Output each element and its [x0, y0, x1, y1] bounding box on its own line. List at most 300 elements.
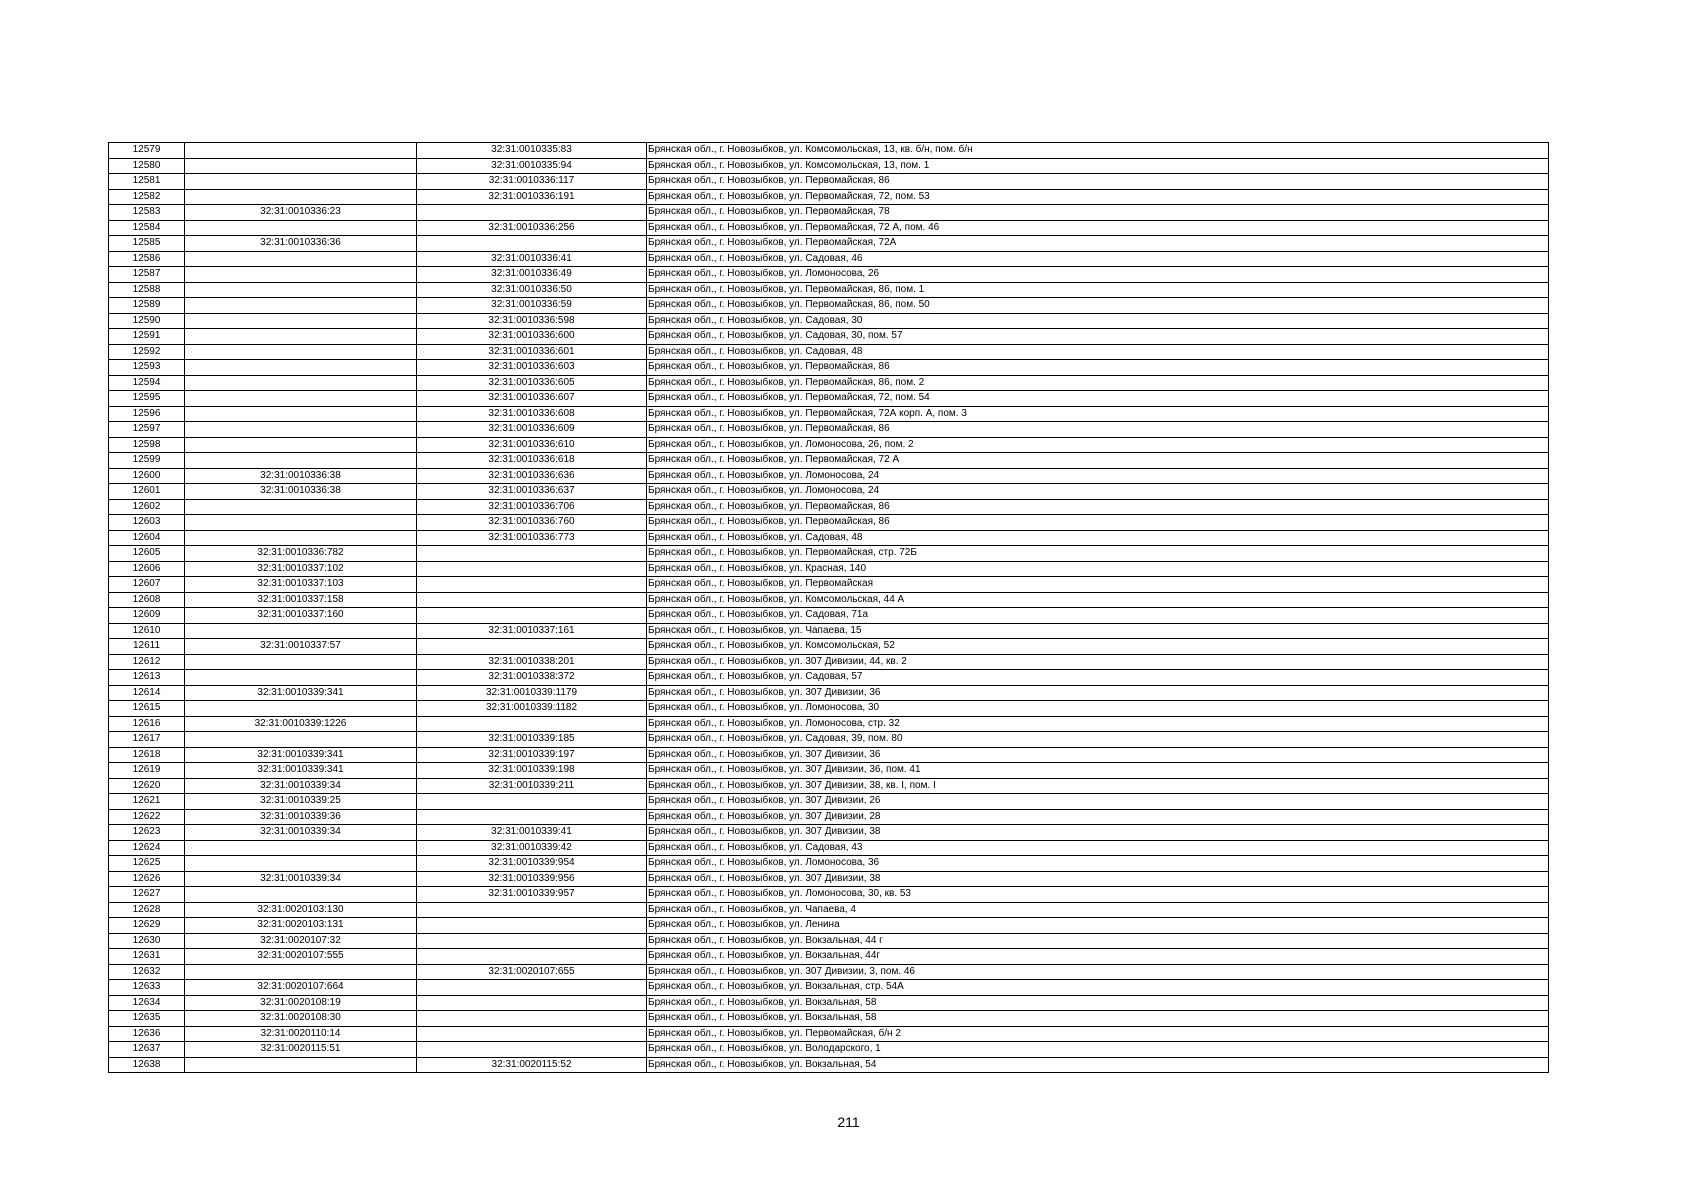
row-number-cell: 12637: [109, 1042, 185, 1058]
row-number-cell: 12605: [109, 546, 185, 562]
parcel-cadastral-number-cell: [185, 158, 417, 174]
table-row: [109, 716, 1549, 732]
parcel-cadastral-number-cell: [185, 840, 417, 856]
row-number-cell: 12588: [109, 282, 185, 298]
parcel-cadastral-number-cell: [185, 251, 417, 267]
table-row: [109, 577, 1549, 593]
parcel-cadastral-number-cell: 32:31:0010336:23: [185, 205, 417, 221]
row-number-cell: 12581: [109, 174, 185, 190]
object-cadastral-number-cell: [417, 980, 647, 996]
address-cell: Брянская обл., г. Новозыбков, ул. Первомайская, б/н 2: [647, 1026, 1549, 1042]
parcel-cadastral-number-cell: [185, 391, 417, 407]
row-number-cell: 12609: [109, 608, 185, 624]
object-cadastral-number-cell: 32:31:0010337:161: [417, 623, 647, 639]
parcel-cadastral-number-cell: 32:31:0010337:158: [185, 592, 417, 608]
object-cadastral-number-cell: 32:31:0010335:94: [417, 158, 647, 174]
row-number-cell: 12636: [109, 1026, 185, 1042]
object-cadastral-number-cell: 32:31:0010338:201: [417, 654, 647, 670]
row-number-cell: 12627: [109, 887, 185, 903]
address-cell: Брянская обл., г. Новозыбков, ул. Первомайская, 86: [647, 499, 1549, 515]
address-cell: Брянская обл., г. Новозыбков, ул. Первомайская, 86, пом. 2: [647, 375, 1549, 391]
address-cell: Брянская обл., г. Новозыбков, ул. Садовая, 48: [647, 344, 1549, 360]
table-row: [109, 887, 1549, 903]
address-cell: Брянская обл., г. Новозыбков, ул. Вокзальная, 54: [647, 1057, 1549, 1073]
object-cadastral-number-cell: [417, 236, 647, 252]
address-cell: Брянская обл., г. Новозыбков, ул. Первомайская, 72 А: [647, 453, 1549, 469]
parcel-cadastral-number-cell: 32:31:0010339:36: [185, 809, 417, 825]
object-cadastral-number-cell: [417, 1042, 647, 1058]
row-number-cell: 12595: [109, 391, 185, 407]
object-cadastral-number-cell: 32:31:0010336:610: [417, 437, 647, 453]
table-row: [109, 282, 1549, 298]
object-cadastral-number-cell: [417, 561, 647, 577]
row-number-cell: 12611: [109, 639, 185, 655]
parcel-cadastral-number-cell: [185, 670, 417, 686]
address-cell: Брянская обл., г. Новозыбков, ул. 307 Дивизии, 36: [647, 685, 1549, 701]
parcel-cadastral-number-cell: [185, 856, 417, 872]
parcel-cadastral-number-cell: 32:31:0020110:14: [185, 1026, 417, 1042]
address-cell: Брянская обл., г. Новозыбков, ул. Первомайская, 86: [647, 174, 1549, 190]
table-row: [109, 763, 1549, 779]
parcel-cadastral-number-cell: 32:31:0010336:38: [185, 484, 417, 500]
parcel-cadastral-number-cell: 32:31:0010339:34: [185, 871, 417, 887]
table-row: [109, 251, 1549, 267]
parcel-cadastral-number-cell: [185, 267, 417, 283]
object-cadastral-number-cell: [417, 809, 647, 825]
object-cadastral-number-cell: 32:31:0020107:655: [417, 964, 647, 980]
row-number-cell: 12586: [109, 251, 185, 267]
object-cadastral-number-cell: 32:31:0010336:117: [417, 174, 647, 190]
table-row: [109, 623, 1549, 639]
row-number-cell: 12633: [109, 980, 185, 996]
row-number-cell: 12610: [109, 623, 185, 639]
address-cell: Брянская обл., г. Новозыбков, ул. Первомайская, 86, пом. 50: [647, 298, 1549, 314]
row-number-cell: 12600: [109, 468, 185, 484]
address-cell: Брянская обл., г. Новозыбков, ул. Первомайская, 72, пом. 53: [647, 189, 1549, 205]
row-number-cell: 12583: [109, 205, 185, 221]
address-cell: Брянская обл., г. Новозыбков, ул. Ломоносова, стр. 32: [647, 716, 1549, 732]
table-row: [109, 344, 1549, 360]
parcel-cadastral-number-cell: [185, 654, 417, 670]
table-row: [109, 174, 1549, 190]
table-row: [109, 794, 1549, 810]
parcel-cadastral-number-cell: [185, 220, 417, 236]
row-number-cell: 12590: [109, 313, 185, 329]
row-number-cell: 12618: [109, 747, 185, 763]
address-cell: Брянская обл., г. Новозыбков, ул. Первомайская: [647, 577, 1549, 593]
row-number-cell: 12622: [109, 809, 185, 825]
table-row: [109, 515, 1549, 531]
address-cell: Брянская обл., г. Новозыбков, ул. Садовая, 39, пом. 80: [647, 732, 1549, 748]
object-cadastral-number-cell: [417, 918, 647, 934]
parcel-cadastral-number-cell: [185, 422, 417, 438]
object-cadastral-number-cell: 32:31:0010336:49: [417, 267, 647, 283]
address-cell: Брянская обл., г. Новозыбков, ул. Комсомольская, 44 А: [647, 592, 1549, 608]
parcel-cadastral-number-cell: 32:31:0010339:34: [185, 825, 417, 841]
object-cadastral-number-cell: 32:31:0010336:760: [417, 515, 647, 531]
object-cadastral-number-cell: 32:31:0010336:609: [417, 422, 647, 438]
object-cadastral-number-cell: 32:31:0010339:956: [417, 871, 647, 887]
parcel-cadastral-number-cell: 32:31:0010337:102: [185, 561, 417, 577]
table-row: [109, 918, 1549, 934]
address-cell: Брянская обл., г. Новозыбков, ул. 307 Дивизии, 44, кв. 2: [647, 654, 1549, 670]
table-row: [109, 158, 1549, 174]
object-cadastral-number-cell: [417, 1026, 647, 1042]
object-cadastral-number-cell: 32:31:0020115:52: [417, 1057, 647, 1073]
table-row: [109, 468, 1549, 484]
parcel-cadastral-number-cell: 32:31:0020107:664: [185, 980, 417, 996]
parcel-cadastral-number-cell: 32:31:0010336:782: [185, 546, 417, 562]
address-cell: Брянская обл., г. Новозыбков, ул. Комсомольская, 13, пом. 1: [647, 158, 1549, 174]
row-number-cell: 12638: [109, 1057, 185, 1073]
address-cell: Брянская обл., г. Новозыбков, ул. Первомайская, 86: [647, 360, 1549, 376]
object-cadastral-number-cell: 32:31:0010336:256: [417, 220, 647, 236]
object-cadastral-number-cell: 32:31:0010339:957: [417, 887, 647, 903]
row-number-cell: 12631: [109, 949, 185, 965]
table-row: [109, 980, 1549, 996]
address-cell: Брянская обл., г. Новозыбков, ул. 307 Дивизии, 38: [647, 871, 1549, 887]
parcel-cadastral-number-cell: 32:31:0010336:38: [185, 468, 417, 484]
address-cell: Брянская обл., г. Новозыбков, ул. Комсомольская, 52: [647, 639, 1549, 655]
address-cell: Брянская обл., г. Новозыбков, ул. Первомайская, 86: [647, 422, 1549, 438]
table-row: [109, 825, 1549, 841]
address-cell: Брянская обл., г. Новозыбков, ул. Володарского, 1: [647, 1042, 1549, 1058]
object-cadastral-number-cell: 32:31:0010339:1179: [417, 685, 647, 701]
row-number-cell: 12601: [109, 484, 185, 500]
object-cadastral-number-cell: 32:31:0010336:637: [417, 484, 647, 500]
address-cell: Брянская обл., г. Новозыбков, ул. Первомайская, 78: [647, 205, 1549, 221]
address-cell: Брянская обл., г. Новозыбков, ул. Садовая, 43: [647, 840, 1549, 856]
page-number: 211: [837, 1114, 860, 1130]
address-cell: Брянская обл., г. Новозыбков, ул. Ломоносова, 24: [647, 484, 1549, 500]
object-cadastral-number-cell: [417, 639, 647, 655]
row-number-cell: 12615: [109, 701, 185, 717]
table-row: [109, 406, 1549, 422]
object-cadastral-number-cell: 32:31:0010336:636: [417, 468, 647, 484]
table-row: [109, 422, 1549, 438]
object-cadastral-number-cell: [417, 1011, 647, 1027]
parcel-cadastral-number-cell: 32:31:0010339:341: [185, 747, 417, 763]
table-row: [109, 995, 1549, 1011]
object-cadastral-number-cell: 32:31:0010339:42: [417, 840, 647, 856]
address-cell: Брянская обл., г. Новозыбков, ул. 307 Дивизии, 38, кв. I, пом. I: [647, 778, 1549, 794]
row-number-cell: 12606: [109, 561, 185, 577]
row-number-cell: 12579: [109, 143, 185, 159]
row-number-cell: 12634: [109, 995, 185, 1011]
address-cell: Брянская обл., г. Новозыбков, ул. Ломоносова, 30, кв. 53: [647, 887, 1549, 903]
row-number-cell: 12582: [109, 189, 185, 205]
table-row: [109, 670, 1549, 686]
row-number-cell: 12597: [109, 422, 185, 438]
row-number-cell: 12617: [109, 732, 185, 748]
table-row: [109, 732, 1549, 748]
table-row: [109, 391, 1549, 407]
parcel-cadastral-number-cell: [185, 701, 417, 717]
object-cadastral-number-cell: [417, 902, 647, 918]
object-cadastral-number-cell: 32:31:0010336:607: [417, 391, 647, 407]
address-cell: Брянская обл., г. Новозыбков, ул. Ломоносова, 36: [647, 856, 1549, 872]
object-cadastral-number-cell: 32:31:0010336:601: [417, 344, 647, 360]
address-cell: Брянская обл., г. Новозыбков, ул. Садовая, 46: [647, 251, 1549, 267]
parcel-cadastral-number-cell: 32:31:0010339:25: [185, 794, 417, 810]
object-cadastral-number-cell: 32:31:0010339:198: [417, 763, 647, 779]
object-cadastral-number-cell: 32:31:0010336:605: [417, 375, 647, 391]
parcel-cadastral-number-cell: 32:31:0010337:57: [185, 639, 417, 655]
parcel-cadastral-number-cell: [185, 499, 417, 515]
table-row: [109, 747, 1549, 763]
object-cadastral-number-cell: 32:31:0010336:706: [417, 499, 647, 515]
table-row: [109, 685, 1549, 701]
table-row: [109, 654, 1549, 670]
row-number-cell: 12616: [109, 716, 185, 732]
row-number-cell: 12598: [109, 437, 185, 453]
row-number-cell: 12608: [109, 592, 185, 608]
address-cell: Брянская обл., г. Новозыбков, ул. Ломоносова, 26, пом. 2: [647, 437, 1549, 453]
address-cell: Брянская обл., г. Новозыбков, ул. Чапаева, 15: [647, 623, 1549, 639]
address-cell: Брянская обл., г. Новозыбков, ул. Первомайская, 86, пом. 1: [647, 282, 1549, 298]
address-cell: Брянская обл., г. Новозыбков, ул. Комсомольская, 13, кв. б/н, пом. б/н: [647, 143, 1549, 159]
parcel-cadastral-number-cell: [185, 732, 417, 748]
row-number-cell: 12612: [109, 654, 185, 670]
table-row: [109, 856, 1549, 872]
address-cell: Брянская обл., г. Новозыбков, ул. 307 Дивизии, 28: [647, 809, 1549, 825]
address-cell: Брянская обл., г. Новозыбков, ул. Первомайская, 72 А, пом. 46: [647, 220, 1549, 236]
row-number-cell: 12603: [109, 515, 185, 531]
object-cadastral-number-cell: 32:31:0010339:211: [417, 778, 647, 794]
object-cadastral-number-cell: 32:31:0010336:41: [417, 251, 647, 267]
table-row: [109, 964, 1549, 980]
row-number-cell: 12630: [109, 933, 185, 949]
address-cell: Брянская обл., г. Новозыбков, ул. Вокзальная, 44г: [647, 949, 1549, 965]
object-cadastral-number-cell: 32:31:0010336:773: [417, 530, 647, 546]
parcel-cadastral-number-cell: 32:31:0020107:32: [185, 933, 417, 949]
row-number-cell: 12593: [109, 360, 185, 376]
table-row: [109, 143, 1549, 159]
row-number-cell: 12626: [109, 871, 185, 887]
address-cell: Брянская обл., г. Новозыбков, ул. 307 Дивизии, 36: [647, 747, 1549, 763]
object-cadastral-number-cell: 32:31:0010336:191: [417, 189, 647, 205]
parcel-cadastral-number-cell: [185, 298, 417, 314]
parcel-cadastral-number-cell: [185, 174, 417, 190]
table-row: [109, 840, 1549, 856]
row-number-cell: 12591: [109, 329, 185, 345]
object-cadastral-number-cell: 32:31:0010336:603: [417, 360, 647, 376]
table-row: [109, 437, 1549, 453]
row-number-cell: 12604: [109, 530, 185, 546]
object-cadastral-number-cell: 32:31:0010336:608: [417, 406, 647, 422]
address-cell: Брянская обл., г. Новозыбков, ул. Вокзальная, стр. 54А: [647, 980, 1549, 996]
object-cadastral-number-cell: [417, 995, 647, 1011]
parcel-cadastral-number-cell: 32:31:0010337:160: [185, 608, 417, 624]
object-cadastral-number-cell: 32:31:0010339:185: [417, 732, 647, 748]
table-row: [109, 298, 1549, 314]
parcel-cadastral-number-cell: [185, 406, 417, 422]
object-cadastral-number-cell: 32:31:0010339:954: [417, 856, 647, 872]
object-cadastral-number-cell: 32:31:0010336:59: [417, 298, 647, 314]
object-cadastral-number-cell: 32:31:0010336:600: [417, 329, 647, 345]
parcel-cadastral-number-cell: [185, 313, 417, 329]
parcel-cadastral-number-cell: 32:31:0010337:103: [185, 577, 417, 593]
table-row: [109, 530, 1549, 546]
object-cadastral-number-cell: [417, 949, 647, 965]
address-cell: Брянская обл., г. Новозыбков, ул. Чапаева, 4: [647, 902, 1549, 918]
row-number-cell: 12614: [109, 685, 185, 701]
object-cadastral-number-cell: [417, 794, 647, 810]
address-cell: Брянская обл., г. Новозыбков, ул. 307 Дивизии, 3, пом. 46: [647, 964, 1549, 980]
parcel-cadastral-number-cell: 32:31:0020103:131: [185, 918, 417, 934]
row-number-cell: 12629: [109, 918, 185, 934]
row-number-cell: 12594: [109, 375, 185, 391]
registry-table-body: [109, 143, 1549, 1073]
parcel-cadastral-number-cell: 32:31:0020107:555: [185, 949, 417, 965]
address-cell: Брянская обл., г. Новозыбков, ул. Первомайская, 86: [647, 515, 1549, 531]
address-cell: Брянская обл., г. Новозыбков, ул. Ломоносова, 24: [647, 468, 1549, 484]
table-row: [109, 701, 1549, 717]
table-row: [109, 360, 1549, 376]
address-cell: Брянская обл., г. Новозыбков, ул. Садовая, 71а: [647, 608, 1549, 624]
table-row: [109, 375, 1549, 391]
row-number-cell: 12635: [109, 1011, 185, 1027]
parcel-cadastral-number-cell: 32:31:0020108:19: [185, 995, 417, 1011]
parcel-cadastral-number-cell: 32:31:0010336:36: [185, 236, 417, 252]
address-cell: Брянская обл., г. Новозыбков, ул. Садовая, 30: [647, 313, 1549, 329]
table-row: [109, 949, 1549, 965]
object-cadastral-number-cell: [417, 608, 647, 624]
object-cadastral-number-cell: 32:31:0010336:50: [417, 282, 647, 298]
row-number-cell: 12587: [109, 267, 185, 283]
table-row: [109, 236, 1549, 252]
row-number-cell: 12613: [109, 670, 185, 686]
table-row: [109, 1057, 1549, 1073]
object-cadastral-number-cell: 32:31:0010339:1182: [417, 701, 647, 717]
object-cadastral-number-cell: 32:31:0010336:598: [417, 313, 647, 329]
address-cell: Брянская обл., г. Новозыбков, ул. Первомайская, 72А корп. А, пом. 3: [647, 406, 1549, 422]
parcel-cadastral-number-cell: 32:31:0020108:30: [185, 1011, 417, 1027]
address-cell: Брянская обл., г. Новозыбков, ул. 307 Дивизии, 36, пом. 41: [647, 763, 1549, 779]
parcel-cadastral-number-cell: [185, 437, 417, 453]
row-number-cell: 12596: [109, 406, 185, 422]
row-number-cell: 12624: [109, 840, 185, 856]
table-row: [109, 499, 1549, 515]
parcel-cadastral-number-cell: [185, 964, 417, 980]
parcel-cadastral-number-cell: 32:31:0010339:34: [185, 778, 417, 794]
object-cadastral-number-cell: [417, 933, 647, 949]
object-cadastral-number-cell: 32:31:0010335:83: [417, 143, 647, 159]
row-number-cell: 12623: [109, 825, 185, 841]
parcel-cadastral-number-cell: [185, 344, 417, 360]
address-cell: Брянская обл., г. Новозыбков, ул. Первомайская, 72А: [647, 236, 1549, 252]
row-number-cell: 12599: [109, 453, 185, 469]
row-number-cell: 12621: [109, 794, 185, 810]
table-row: [109, 639, 1549, 655]
parcel-cadastral-number-cell: [185, 143, 417, 159]
address-cell: Брянская обл., г. Новозыбков, ул. 307 Дивизии, 38: [647, 825, 1549, 841]
address-cell: Брянская обл., г. Новозыбков, ул. Ломоносова, 30: [647, 701, 1549, 717]
parcel-cadastral-number-cell: [185, 189, 417, 205]
parcel-cadastral-number-cell: 32:31:0020103:130: [185, 902, 417, 918]
parcel-cadastral-number-cell: 32:31:0020115:51: [185, 1042, 417, 1058]
table-row: [109, 453, 1549, 469]
row-number-cell: 12592: [109, 344, 185, 360]
address-cell: Брянская обл., г. Новозыбков, ул. Садовая, 48: [647, 530, 1549, 546]
table-row: [109, 778, 1549, 794]
parcel-cadastral-number-cell: [185, 1057, 417, 1073]
object-cadastral-number-cell: [417, 592, 647, 608]
parcel-cadastral-number-cell: [185, 515, 417, 531]
table-row: [109, 313, 1549, 329]
table-row: [109, 608, 1549, 624]
parcel-cadastral-number-cell: [185, 530, 417, 546]
object-cadastral-number-cell: [417, 716, 647, 732]
table-row: [109, 1042, 1549, 1058]
row-number-cell: 12584: [109, 220, 185, 236]
row-number-cell: 12580: [109, 158, 185, 174]
row-number-cell: 12619: [109, 763, 185, 779]
table-row: [109, 189, 1549, 205]
row-number-cell: 12625: [109, 856, 185, 872]
table-row: [109, 546, 1549, 562]
object-cadastral-number-cell: [417, 577, 647, 593]
table-row: [109, 220, 1549, 236]
row-number-cell: 12602: [109, 499, 185, 515]
address-cell: Брянская обл., г. Новозыбков, ул. Ленина: [647, 918, 1549, 934]
object-cadastral-number-cell: 32:31:0010338:372: [417, 670, 647, 686]
address-cell: Брянская обл., г. Новозыбков, ул. Вокзальная, 44 г: [647, 933, 1549, 949]
parcel-cadastral-number-cell: [185, 887, 417, 903]
address-cell: Брянская обл., г. Новозыбков, ул. Первомайская, 72, пом. 54: [647, 391, 1549, 407]
parcel-cadastral-number-cell: [185, 360, 417, 376]
table-row: [109, 809, 1549, 825]
table-row: [109, 561, 1549, 577]
row-number-cell: 12585: [109, 236, 185, 252]
address-cell: Брянская обл., г. Новозыбков, ул. 307 Дивизии, 26: [647, 794, 1549, 810]
address-cell: Брянская обл., г. Новозыбков, ул. Садовая, 57: [647, 670, 1549, 686]
parcel-cadastral-number-cell: 32:31:0010339:1226: [185, 716, 417, 732]
row-number-cell: 12589: [109, 298, 185, 314]
table-row: [109, 1026, 1549, 1042]
table-row: [109, 592, 1549, 608]
table-row: [109, 902, 1549, 918]
address-cell: Брянская обл., г. Новозыбков, ул. Красная, 140: [647, 561, 1549, 577]
row-number-cell: 12628: [109, 902, 185, 918]
address-cell: Брянская обл., г. Новозыбков, ул. Ломоносова, 26: [647, 267, 1549, 283]
address-cell: Брянская обл., г. Новозыбков, ул. Первомайская, стр. 72Б: [647, 546, 1549, 562]
address-cell: Брянская обл., г. Новозыбков, ул. Вокзальная, 58: [647, 1011, 1549, 1027]
table-row: [109, 329, 1549, 345]
table-row: [109, 484, 1549, 500]
parcel-cadastral-number-cell: [185, 282, 417, 298]
row-number-cell: 12632: [109, 964, 185, 980]
row-number-cell: 12620: [109, 778, 185, 794]
table-row: [109, 267, 1549, 283]
object-cadastral-number-cell: [417, 546, 647, 562]
address-cell: Брянская обл., г. Новозыбков, ул. Садовая, 30, пом. 57: [647, 329, 1549, 345]
object-cadastral-number-cell: 32:31:0010336:618: [417, 453, 647, 469]
parcel-cadastral-number-cell: 32:31:0010339:341: [185, 685, 417, 701]
row-number-cell: 12607: [109, 577, 185, 593]
parcel-cadastral-number-cell: [185, 375, 417, 391]
parcel-cadastral-number-cell: 32:31:0010339:341: [185, 763, 417, 779]
registry-table: [108, 142, 1549, 1073]
table-row: [109, 871, 1549, 887]
object-cadastral-number-cell: 32:31:0010339:41: [417, 825, 647, 841]
table-row: [109, 933, 1549, 949]
table-row: [109, 1011, 1549, 1027]
parcel-cadastral-number-cell: [185, 329, 417, 345]
parcel-cadastral-number-cell: [185, 623, 417, 639]
object-cadastral-number-cell: [417, 205, 647, 221]
object-cadastral-number-cell: 32:31:0010339:197: [417, 747, 647, 763]
